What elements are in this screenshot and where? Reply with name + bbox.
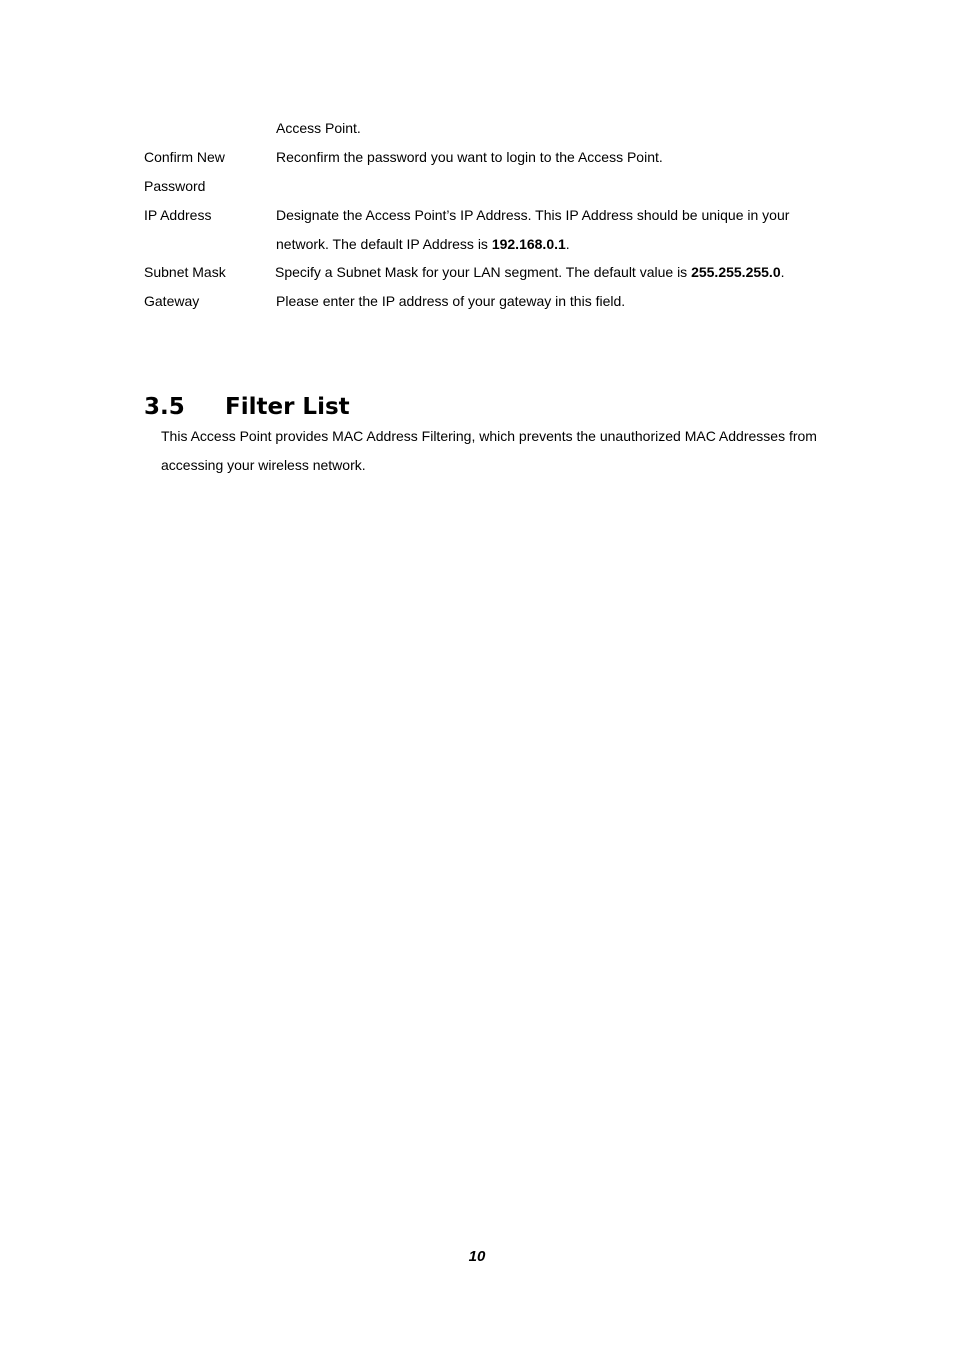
section-number: 3.5 [144,394,185,420]
definition-description: Designate the Access Point’s IP Address. This IP Address should be unique in your [276,207,790,223]
definition-term: Confirm New [144,149,225,165]
section-body: This Access Point provides MAC Address Filtering, which prevents the unauthorized MAC Addresses from accessing your wireless network. [161,428,817,473]
definition-term: IP Address [144,207,212,223]
definition-description: Reconfirm the password you want to login to the Access Point. [276,149,663,165]
section-title: Filter List [225,394,350,420]
definition-term: Gateway [144,293,200,309]
definition-description: Access Point. [276,120,361,136]
default-ip-value: 192.168.0.1 [491,236,566,252]
definition-term: Password [144,178,206,194]
default-subnet-value: 255.255.255.0 [691,264,781,280]
page-number: 10 [468,1248,486,1265]
definition-term: Subnet Mask [144,264,226,280]
definition-description: network. The default IP Address is 192.168.0.1. [276,236,570,252]
definition-description: Specify a Subnet Mask for your LAN segment. The default value is 255.255.255.0. [275,264,785,280]
definition-description: Please enter the IP address of your gateway in this field. [276,293,626,309]
section-heading [144,391,350,423]
